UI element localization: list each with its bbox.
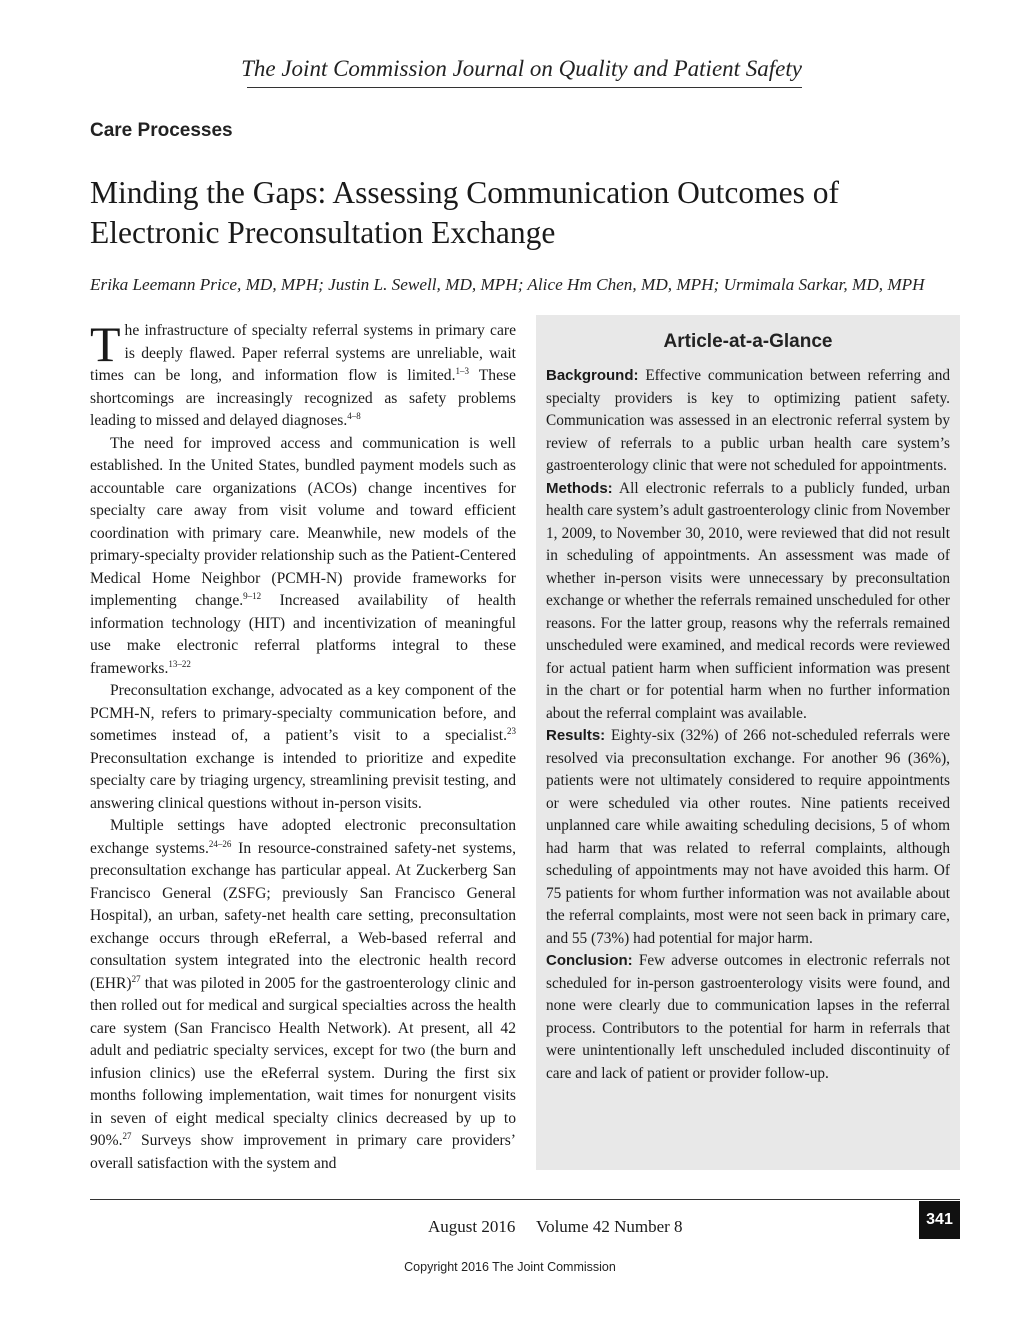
glance-title: Article-at-a-Glance — [663, 331, 833, 352]
citation-superscript: 27 — [131, 973, 141, 984]
glance-label: Background: — [546, 367, 639, 384]
glance-text: All electronic referrals to a publicly funded, urban health care system’s adult gastroenterology clinic from November 1, 2009, to November 30, 2010, were reviewed that did not result in scheduling of appointments. An assessment was made of whether in-person visits were unnecessary by preconsultation exchange or whether the referrals remained unscheduled for other reasons. For the latter group, reasons why the referrals remained unscheduled were examined, and medical records were reviewed for actual patient harm when sufficient information was present in the chart or for potential harm when no further information about the referral complaint was available. — [546, 479, 951, 722]
glance-text: Eighty-six (32%) of 266 not-scheduled referrals were resolved via preconsultation exchange. For another 96 (36%), patients were not ultimately considered to require appointments or were scheduled via other routes. Nine patients received unplanned care while awaiting scheduling decisions, 5 of whom had harm that was related to referral complaints, although scheduling of appointments may not have avoided this harm. Of 75 patients for whom further information was not available about the referral complaints, most were not seen back in primary care, and 55 (73%) had potential for major harm. — [546, 727, 950, 947]
body-text: Preconsultation exchange, advocated as a key component of the PCMH-N, refers to primary-specialty communication before, and sometimes instead of, a patient’s visit to a specialist. — [90, 682, 516, 744]
citation-superscript: 9–12 — [243, 590, 262, 601]
body-paragraph-3 — [90, 680, 516, 815]
body-column — [90, 316, 516, 1175]
page-number: 341 — [919, 1201, 960, 1239]
issue-volume: Volume 42 Number 8 — [536, 1217, 683, 1236]
body-text: he infrastructure of specialty referral systems in primary care is deeply flawed. Paper referral systems are unreliable, wait times can be long, and information flow is limited. — [90, 322, 516, 384]
body-text: Preconsultation exchange is intended to prioritize and expedite specialty care by triaging urgency, streamlining previsit testing, and answering clinical questions without in-person visits. — [90, 749, 516, 812]
citation-superscript: 24–26 — [208, 838, 232, 849]
citation-superscript: 1–3 — [455, 365, 469, 376]
glance-label: Conclusion: — [546, 952, 633, 969]
drop-cap: T — [90, 316, 121, 372]
header-divider — [247, 87, 802, 88]
article-authors: Erika Leemann Price, MD, MPH; Justin L. Sewell, MD, MPH; Alice Hm Chen, MD, MPH; Urmimala Sarkar, MD, MPH — [90, 275, 925, 294]
citation-superscript: 23 — [507, 725, 516, 736]
body-text: In resource-constrained safety-net systems, preconsultation exchange has particular appeal. At Zuckerberg San Francisco General (ZSFG; previously San Francisco General Hospital), an urban, safety-net health care setting, preconsultation exchange occurs through eReferral, a Web-based referral and consultation system integrated into the electronic health record (EHR) — [90, 839, 516, 992]
body-text: that was piloted in 2005 for the gastroenterology clinic and then rolled out for medical and surgical specialties across the health care system (San Francisco Health Network). At present, all 42 adult and pediatric specialty services, except for two (the burn and infusion clinics) use the eReferral system. During the first six months following implementation, wait times for nonurgent visits in seven of eight medical specialty clinics decreased by up to 90%. — [90, 974, 516, 1149]
issue-date: August 2016 — [428, 1217, 516, 1236]
body-text: Increased availability of health information technology (HIT) and incentivization of meaningful use make electronic referral platforms integral to these frameworks. — [90, 592, 516, 677]
citation-superscript: 13–22 — [168, 658, 191, 669]
journal-title: The Joint Commission Journal on Quality and Patient Safety — [241, 56, 802, 81]
article-at-a-glance-box — [536, 315, 960, 1170]
body-text: Surveys show improvement in primary care providers’ overall satisfaction with the system and — [90, 1132, 516, 1172]
body-paragraph-4 — [90, 815, 516, 1175]
glance-text: Few adverse outcomes in electronic referrals not scheduled for in-person gastroenterology visits were found, and none were clearly due to communication lapses in the referral process. Contributors to the potential for harm in referrals that were unintentionally left unscheduled included discontinuity of care and lack of patient or provider follow-up. — [546, 952, 950, 1082]
body-text: These shortcomings are increasingly recognized as safety problems leading to missed and delayed diagnoses. — [90, 367, 516, 429]
glance-label: Results: — [546, 727, 606, 744]
glance-label: Methods: — [546, 479, 613, 497]
glance-background — [546, 365, 950, 478]
citation-superscript: 27 — [122, 1130, 132, 1141]
body-paragraph-2 — [90, 433, 516, 681]
section-label: Care Processes — [90, 120, 233, 141]
body-text: The need for improved access and communication is well established. In the United States, bundled payment models such as accountable care organizations (ACOs) change incentives for specialty care away from visit volume and toward efficient coordination with primary care. Meanwhile, new models of the primary-specialty provider relationship such as the Patient-Centered Medical Home Neighbor (PCMH-N) provide frameworks for implementing change. — [90, 434, 516, 609]
glance-text: Effective communication between referring and specialty providers is key to optimizing patient safety. Communication was assessed in an electronic referral system by review of referrals to a public urban health care system’s gastroenterology clinic that were not scheduled for appointments. — [546, 367, 951, 474]
glance-results — [546, 725, 950, 950]
body-text: Multiple settings have adopted electronic preconsultation exchange systems. — [90, 817, 516, 857]
glance-conclusion — [546, 950, 950, 1085]
citation-superscript: 4–8 — [347, 410, 361, 421]
footer-divider — [90, 1199, 960, 1200]
body-paragraph-1 — [90, 316, 516, 433]
article-title: Minding the Gaps: Assessing Communication Outcomes of Electronic Preconsultation Exchange — [90, 175, 839, 250]
glance-methods — [546, 478, 950, 726]
copyright-notice: Copyright 2016 The Joint Commission — [404, 1260, 616, 1274]
